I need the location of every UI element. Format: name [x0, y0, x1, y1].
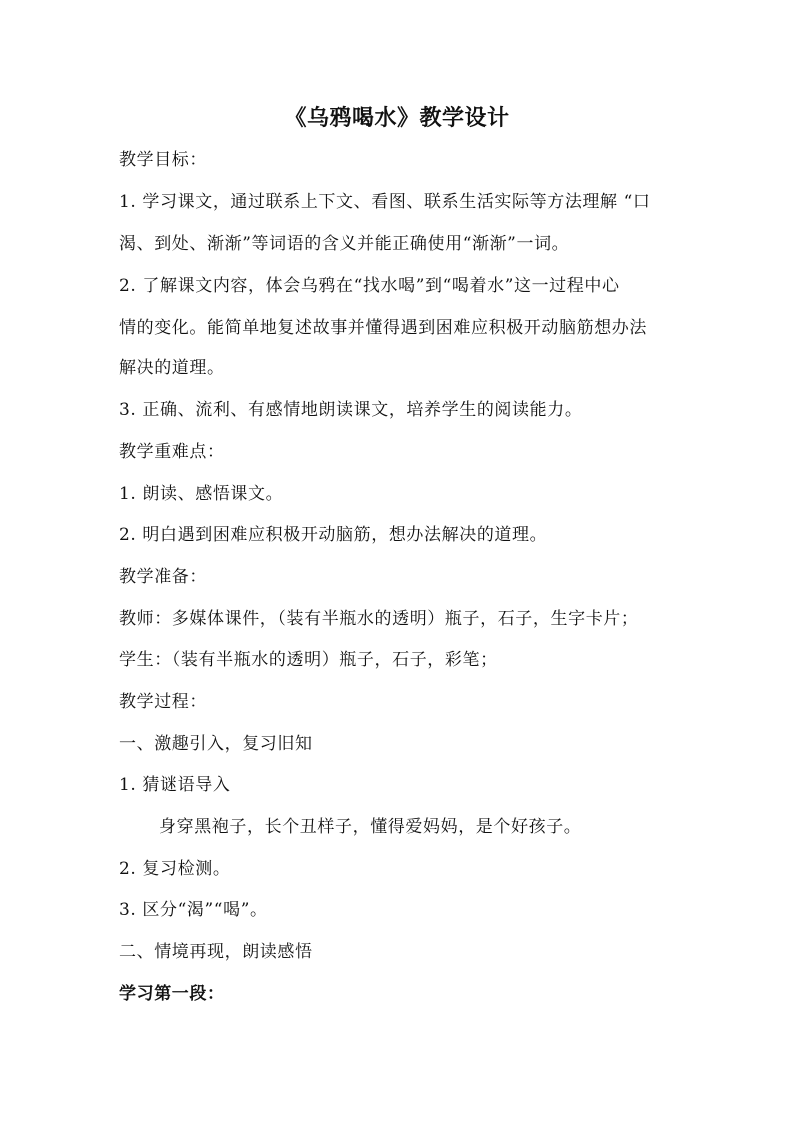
objective-1-line-1: 1. 学习课文，通过联系上下文、看图、联系生活实际等方法理解 “口	[119, 192, 651, 212]
heading-teaching-process: 教学过程：	[119, 692, 207, 712]
key-point-2: 2. 明白遇到困难应积极开动脑筋，想办法解决的道理。	[119, 525, 548, 545]
step-2: 2. 复习检测。	[119, 859, 231, 879]
objective-2-line-1: 2. 了解课文内容，体会乌鸦在“找水喝”到“喝着水”这一过程中心	[119, 276, 620, 296]
riddle-text: 身穿黑袍子，长个丑样子，懂得爱妈妈，是个好孩子。	[159, 817, 582, 837]
objective-2-line-3: 解决的道理。	[119, 358, 225, 378]
heading-teaching-preparation: 教学准备：	[119, 567, 207, 587]
step-1: 1. 猜谜语导入	[119, 775, 231, 795]
heading-key-difficulties: 教学重难点：	[119, 442, 225, 462]
objective-1-line-2: 渴、到处、渐渐”等词语的含义并能正确使用“渐渐”一词。	[119, 234, 570, 254]
preparation-student: 学生：（装有半瓶水的透明）瓶子，石子，彩笔；	[119, 650, 498, 670]
section-1-heading: 一、激趣引入，复习旧知	[119, 734, 313, 754]
preparation-teacher: 教师：多媒体课件，（装有半瓶水的透明）瓶子，石子，生字卡片；	[119, 609, 639, 629]
objective-2-line-2: 情的变化。能简单地复述故事并懂得遇到困难应积极开动脑筋想办法	[119, 318, 647, 338]
section-2-heading: 二、情境再现，朗读感悟	[119, 942, 313, 962]
heading-teaching-objectives: 教学目标：	[119, 150, 207, 170]
objective-3: 3. 正确、流利、有感情地朗读课文，培养学生的阅读能力。	[119, 400, 583, 420]
step-3: 3. 区分“渴”“喝”。	[119, 900, 268, 920]
document-title: 《乌鸦喝水》教学设计	[284, 105, 510, 131]
subsection-first-paragraph: 学习第一段：	[119, 984, 225, 1004]
key-point-1: 1. 朗读、感悟课文。	[119, 484, 284, 504]
